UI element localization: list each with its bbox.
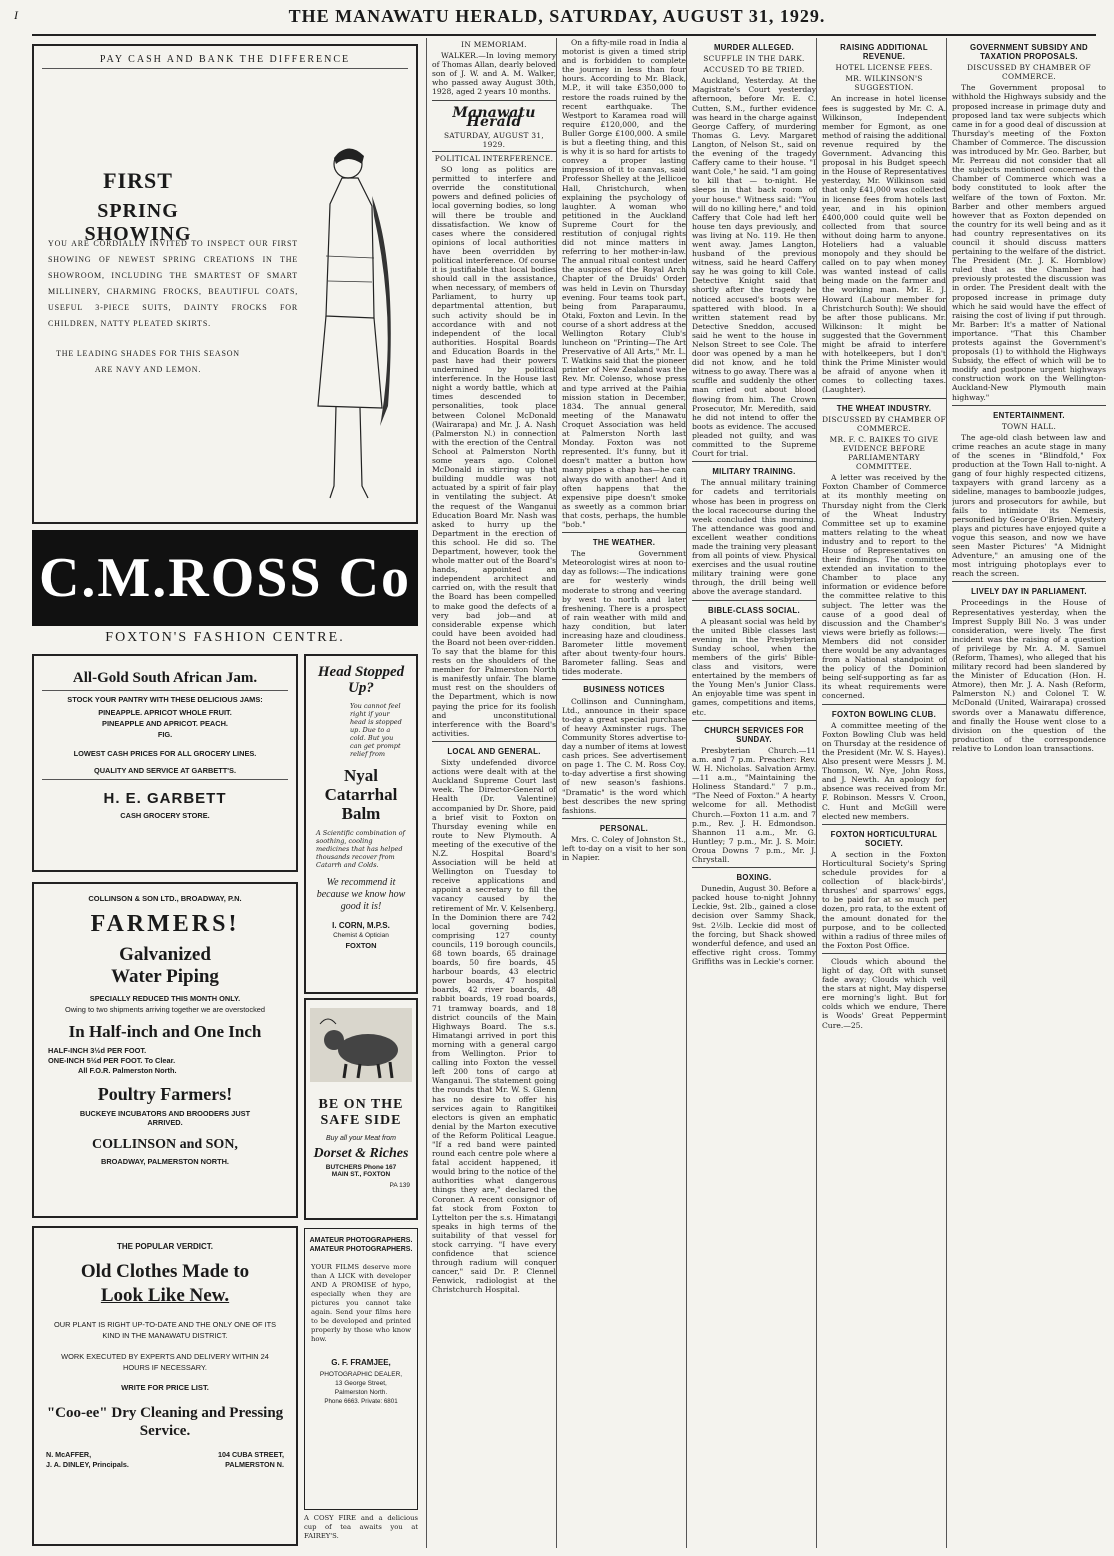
section-rule (822, 398, 946, 399)
column-rule (946, 38, 947, 1548)
photo-phone: Phone 6663. Private: 6801 (324, 1398, 398, 1405)
cooee-h1: Old Clothes Made to (80, 1261, 250, 1282)
parliament-heading: LIVELY DAY IN PARLIAMENT. (971, 587, 1087, 597)
column-5 (692, 38, 816, 1546)
farm-firm: COLLINSON and SON, (92, 1137, 238, 1152)
cooee-a1: 104 CUBA STREET, (217, 1450, 284, 1459)
column-rule (426, 38, 427, 1548)
personal-article: Mrs. C. Coley of Johnston St., left to-day on a visit to her son in Napier. (562, 834, 686, 863)
section-rule (822, 704, 946, 705)
farm-g2: Water Piping (111, 966, 219, 987)
memoriam-text: WALKER.—In loving memory of Thomas Allan, dearly beloved son of J. W. and A. M. Walker, who passed away August 30th, 1928, aged 2 years 10 months. (432, 51, 556, 97)
boxing-heading: BOXING. (736, 873, 772, 883)
jam-line5: LOWEST CASH PRICES FOR ALL GROCERY LINES. (73, 749, 257, 758)
nyal-name: I. CORN, M.P.S. (332, 921, 390, 930)
ross-logo-text: C.M.ROSS Co (38, 547, 412, 609)
ad-spring-body: YOU ARE CORDIALLY INVITED TO INSPECT OUR FIRST SHOWING OF NEWEST SPRING CREATIONS IN THE SHOWROOM, INCLUDING THE SMARTEST OF SMART MILLINERY, CHARMING FROCKS, BEAUTIFUL COATS, USEFUL 3-PIECE SUITS, DAINTY FROCKS FOR CHILDREN, NATTY PLEATED SKIRTS. (48, 239, 298, 328)
newspaper-flag: Manawatu Herald (452, 104, 536, 130)
column-4-paragraphs: On a fifty-mile road in India a motorist is given a timed strip and is forbidden to complete the journey in less than four hours. According to Mr. Black, M.P., it will take £350,000 to restore the roads ruined by the recent earthquake. The Westport to Karamea road will require £120,000, and the Buller Gorge £100,000. A smile is but a fleeting thing, and this is why it is so hard for artists to convey a proper lasting impression of it to canvas, said Professor Shelley at the Jellicoe Hall, Christchurch, when explaining the psychology of laughter. A woman who petitioned in the Auckland Supreme Court for the restitution of conjugal rights did not mince matters in referring to her mother-in-law. The annual ritual contest under the auspices of the Royal Arch Chapter of the Druids' Order was held in Levin on Thursday evening. Four teams took part, being from Paraparaumu, Otaki, Foxton and Levin. In the course of a short address at the Wellington Rotary Club's luncheon on "Printing—The Art Preservative of All Arts," Mr. L. T. Watkins said that the pioneer printer of New Zealand was the Rev. Mr. Colenso, whose press and type arrived at the Paihia mission station in December, 1834. The annual general meeting of the Manawatu Croquet Association was held at Palmerston North last Monday. Foxton was not represented. It's funny, but it doesn't matter a button how many pipes a chap has—he can always do with another! And it often happens that the expensive pipe doesn't smoke as sweetly as a common briar that costs, perhaps, the humble "bob." (562, 38, 686, 529)
nyal-rec: We recommend it because we know how good it is! (316, 877, 406, 912)
bible-class-article: A pleasant social was held by the united Bible classes last evening in the Presbyterian Sunday school, when the members of the girls' Bible-class and visitors, were entertained by the members of the Young Men's Junior Class. An enjoyable time was spent in games, competitions and items, etc. (692, 616, 816, 717)
jam-line2: PINEAPPLE. APRICOT WHOLE FRUIT. (98, 708, 232, 717)
photo-name: G. F. FRAMJEE, (331, 1358, 391, 1367)
farm-addr: BROADWAY, PALMERSTON NORTH. (101, 1157, 229, 1166)
ad-spring-title1: FIRST (103, 168, 173, 193)
photo-h2: AMATEUR PHOTOGRAPHERS. (309, 1246, 413, 1253)
revenue-heading: RAISING ADDITIONAL REVENUE. (840, 43, 928, 62)
murder-article: Auckland, Yesterday. At the Magistrate's Court yesterday afternoon, before Mr. E. C. Cutten, S.M., further evidence was heard in the charge against George Caffery, of murdering Thomas G. Levy. Margaret Langton, of Nelson St., said on the evening of the tragedy Caffery came to their house. "I want Cole," he said. "I am going to kill that — to-night. He sleeps in that back room of your house." Witness said: "You will do no killing here," and told Caffery that Cole had left her house ten days previously, and was living at No. 119. He then went away. James Langton, husband of the previous witness, said he heard Caffery say he was going to kill Cole. Detective Knight said that shortly after the tragedy he noticed accused's boots were spattered with blood. In a written statement read by Detective Sneddon, accused said he went to the house in Nelson Street to see Cole. The door was opened by a man he did not know, and he told witness to go away. There was a scuffle and suddenly the other man cried out about blood flowing from him. The Crown Prosecutor, Mr. Meredith, said he did not intend to offer the boots as evidence. The accused pleaded not guilty, and was committed to the Supreme Court for trial. (692, 76, 816, 459)
column-rule (816, 38, 817, 1548)
masthead-title: THE MANAWATU HERALD, SATURDAY, AUGUST 31, 1929. (288, 6, 826, 26)
nyal-p2: A Scientific combination of soothing, cooling medicines that has helped thousands recover from Catarrh and Colds. (316, 829, 405, 869)
dorset-l4: BUTCHERS Phone 167 (325, 1164, 397, 1171)
dorset-l3: Buy all your Meat from (325, 1135, 397, 1142)
ad-dorset-riches (304, 998, 418, 1220)
ad-framjee-photo (304, 1228, 418, 1510)
nyal-brand: Nyal Catarrhal Balm (324, 766, 398, 823)
ad-cooee-dry-cleaning (32, 1226, 298, 1546)
dorset-code: PA 139 (389, 1182, 410, 1189)
column-rule (556, 38, 557, 1548)
weather-heading: THE WEATHER. (592, 538, 656, 548)
jam-title: All-Gold South African Jam. (72, 670, 258, 686)
nyal-p1: You cannot feel right if your head is stopped up. Due to a cold. But you can get prompt relief from (350, 702, 402, 758)
jam-line6: QUALITY AND SERVICE AT GARBETT'S. (93, 766, 237, 775)
boxing-article: Dunedin, August 30. Before a packed house to-night Johnny Leckie, 9st. 2lb., gained a close decision over Sammy Shack, 9st. 2½lb. Leckie did most of the forcing, but Shack showed wonderful defence, and used an effective right cross. Tommy Griffiths was in Leckie's corner. (692, 884, 816, 966)
cooee-verdict: THE POPULAR VERDICT. (116, 1242, 213, 1251)
ad-nyal-balm (304, 654, 418, 994)
murder-heading: MURDER ALLEGED. (713, 43, 794, 52)
farm-l1: SPECIALLY REDUCED THIS MONTH ONLY. (89, 994, 241, 1003)
personal-heading: PERSONAL. (599, 823, 649, 833)
nyal-head: Head Stopped Up? (317, 664, 405, 696)
dorset-name: Dorset & Riches (313, 1146, 409, 1161)
photo-role: PHOTOGRAPHIC DEALER, (319, 1371, 403, 1378)
entertainment-article: The age-old clash between law and crime reaches an acute stage in many of the scenes in "Blindfold," Fox production at the Town Hall to-night. A gang of four highly respected citizens, taxpayers with grand larceny as a sideline, manages to bamboozle judges, jurors and prosecutors for awhile, but fails to intimidate its Nemesis, personified by George O'Brien. Mystery plays and pictures have enjoyed quite a vogue this season, and now we have seen Master Pictures' "A Midnight Adventure," an amusing one of the most intriguing photoplays ever to reach the screen. (952, 432, 1106, 579)
ross-logo-banner (32, 530, 418, 626)
bowling-article: A committee meeting of the Foxton Bowling Club was held on Thursday at the residence of the President (Mr. W. S. Hayes). Also present were Messrs J. M. Thomson, W. Nye, John Ross, and J. Newth. An apology for absence was received from Mr. F. Robinson. Messrs V. Croon, C. Hunt and McGill were elected new members. (822, 720, 946, 821)
photo-addr: 13 George Street, (335, 1380, 387, 1387)
wheat-article: A letter was received by the Foxton Chamber of Commerce at its monthly meeting on Thursday night from the Clerk of the Wheat Industry Committee set up to examine matters relating to the wheat industry and to report to the House of Representatives on their findings. The committee extended an invitation to the Chamber to place any information or evidence before the committee relative to this subject. The letter was the cause of a good deal of discussion and the Chamber's views were briefly as follows:— Members did not consider there would be any advantages from a National standpoint of the policy of the Dominion being self-supporting as far as its wheat requirements were concerned. (822, 473, 946, 701)
bowling-heading: FOXTON BOWLING CLUB. (831, 709, 937, 719)
cooee-name: "Coo-ee" Dry Cleaning and Pressing Service. (46, 1405, 284, 1439)
murder-sub2: ACCUSED TO BE TRIED. (703, 65, 805, 75)
jam-line1: STOCK YOUR PANTRY WITH THESE DELICIOUS JAMS: (67, 695, 263, 704)
parliament-article: Proceedings in the House of Representatives yesterday, when the Imprest Supply Bill No. 3 was under consideration, were lively. The first incident was the raising of a question of privilege by Mr. A. M. Samuel (Reform, Thames), who alleged that his military record had been slandered by the Minister of Education (Hon. H. Atmore), then Mr. J. A. Nash (Reform, Palmerston N.) and Colonel T. W. McDonald (United, Wairarapa) crossed swords over a Manawatu difference, and finally the House went close to a division on the question of the production of the correspondence relative to London loan transactions. (952, 598, 1106, 753)
ad-spring-top: PAY CASH AND BANK THE DIFFERENCE (99, 54, 351, 65)
farm-buck: BUCKEYE INCUBATORS AND BROODERS JUST ARRIVED. (79, 1109, 251, 1127)
column-3 (432, 38, 556, 1546)
gov-subsidy-article: The Government proposal to withhold the Highways subsidy and the proposed increase in primage duty and proposed land tax were subjects which came in for a good deal of discussion at Thursday's meeting of the Foxton Chamber of Commerce. The discussion was introduced by Mr. Geo. Barber, but Mr. Perreau did not consider that all the subjects mentioned concerned the Chamber of Commerce which was a body constituted to look after the welfare of the town of Foxton. Mr. Barber and other members argued however that as Foxton depended on the country for its well being and as it had country representatives on its council it should discuss matters pertaining to the welfare of the district. The President (Mr. J. K. Hornblow) ruled that as the Chamber had previously protested the discussion was in order. The President dealt with the proposed increase in primage duty which he said would have the effect of raising the cost of living if put through. Mr. Barber: It's a matter of National importance. "That this Chamber protests against the Government's proposals (1) to withhold the Highways Subsidy, the effect of which will be to modify and postpone urgent highways construction work on the Wellington-Auckland-New Plymouth main highway." (952, 83, 1106, 402)
wheat-heading: THE WHEAT INDUSTRY. (836, 403, 932, 413)
section-rule (822, 953, 946, 954)
memoriam-heading: IN MEMORIAM. (461, 40, 527, 49)
jam-name: H. E. GARBETT (103, 790, 227, 807)
gov-subsidy-heading: GOVERNMENT SUBSIDY AND TAXATION PROPOSALS. (970, 43, 1088, 62)
cooee-l3: WRITE FOR PRICE LIST. (121, 1383, 209, 1392)
political-article: SO long as politics are permitted to interfere and override the constitutional powers and defined policies of local governing bodies, so long will there be trouble and dissatisfaction. We know of cases where the considered opinions of local authorities have been overridden by political interference. Of course it is justifiable that local bodies should call in the assistance, when necessary, of members of Parliament, to hurry up departmental attention, but such activity should be in accordance with and not independent of the local authorities. Hospital Boards and Education Boards in the past have had their powers undermined by political interference. In the House last night a wordy battle, which at times descended to personalities, took place between Colonel McDonald (Wairarapa) and Mr. J. A. Nash (Palmerston N.) in connection with the erection of the Central School at Palmerston North some years ago. Colonel McDonald in stirring up that building muddle was not actuated by a spirit of fair play in ventilating the subject. At the request of the Wanganui Education Board Mr. Nash was asked to hurry up the Department in the erection of this school. He did so. The Department, however, took the whole matter out of the Board's hands, appointed an independent architect and carried on, with the result that the Board has been compelled to make good the defects of a very bad job—and at considerable expense which could have been avoided had the Board not been over-ridden. To say that the blame for this rests on the shoulders of the member for Palmerston North is manifestly unfair. The blame must rest on the shoulders of the Department, which is now paying the price for its foolish and unconstitutional interference with the Board's activities. (432, 165, 556, 738)
column-rule (686, 38, 687, 1548)
jam-line4: FIG. (157, 730, 173, 739)
cooee-l2: WORK EXECUTED BY EXPERTS AND DELIVERY WITHIN 24 HOURS IF NECESSARY. (61, 1352, 269, 1372)
military-article: The annual military training for cadets and territorials whose has been in progress on the local racecourse during the week concluded this morning. The attendance was good and excellent weather conditions made the training very pleasant from all points of view. Physical exercises and the usual routine military training were gone through, the drill being well above the average standard. (692, 478, 816, 597)
photo-h1: AMATEUR PHOTOGRAPHERS. (309, 1237, 413, 1244)
revenue-article: An increase in hotel license fees is suggested by Mr. C. A. Wilkinson, Independent member for Egmont, as one method of raising the additional revenue required by the Government. Advancing this proposal in his Budget speech in the House of Representatives yesterday, Mr. Wilkinson said that only £41,000 was collected in license fees from hotels last year, and in his opinion £400,000 could quite well be collected from that source without doing harm to anyone. Hoteliers had a valuable monopoly and they should be called on to pay when money was wanted instead of calls being made on the farmer and the working man. Mr. E. J. Howard (Labour member for Christchurch South): We should be after those publicans. Mr. Wilkinson: It might be suggested that the Government might be afraid to interfere with hotelkeepers, but I don't think the Prime Minister would be afraid of anyone when it comes to collecting taxes. (Laughter). (822, 94, 946, 395)
ross-tagline: FOXTON'S FASHION CENTRE. (105, 630, 345, 645)
revenue-sub2: MR. WILKINSON'S SUGGESTION. (845, 74, 923, 93)
column-4 (562, 38, 686, 1546)
local-general-article: Sixty undefended divorce actions were dealt with at the Auckland Supreme Court last week. The Director-General of Health (Dr. Valentine) accompanied by Dr. Shore, paid a brief visit to Foxton on Thursday evening while en route to New Plymouth. A meeting of the executive of the N.Z. Hospital Board's Association will be held at Wellington on Tuesday to receive applications and appoint a secretary to fill the vacancy caused by the retirement of Mr. V. Kelsenberg. In the Dominion there are 742 local governing bodies, comprising 127 county councils, 119 borough councils, 68 town boards, 65 drainage boards, 50 fire boards, 45 harbour boards, 43 electric power boards, 47 hospital boards, 42 river boards, 48 rabbit boards, 19 road boards, 71 tramway boards, and 18 district councils of the Main Highways Board. The s.s. Himatangi arrived in port this morning with a general cargo from Wellington. Prior to calling into Foxton the vessel left 200 tons of cargo at Wanganui. The statement going the rounds that Mr. W. S. Glenn has no desire to offer his services again to Rangitikei electors is given an emphatic denial by the Marton executive of the Reform Political League. "If a red band were painted round each centre pole where a fatal accident happened, it would bring to the notice of the authorities what dangerous things they are," declared the Coroner. A recent consignor of fat stock from Foxton to Lyttelton per the s.s. Himatangi speaks in high terms of the suitability of that vessel for stock carrying. "I have every confidence that science through radium will conquer cancer," said Dr. P. Clennel Fenwick, radiologist at the Christchurch Hospital. (432, 758, 556, 1295)
edition-date: SATURDAY, AUGUST 31, 1929. (443, 130, 545, 149)
fairey-notice: A COSY FIRE and a delicious cup of tea awaits you at FAIREY'S. (304, 1514, 418, 1540)
cooee-h2: Look Like New. (100, 1285, 230, 1306)
business-notices-heading: BUSINESS NOTICES (583, 685, 665, 695)
business-notices-article: Collinson and Cunningham, Ltd., announce in their space to-day a great special purchase of heavy Axminster rugs. The Community Stores advertise to-day a number of items at lowest cash prices. See advertisement on page 1. The C. M. Ross Coy. to-day advertise a first showing of new season's fashions. "Dramatic" is the word which best describes the new spring fashions. (562, 696, 686, 815)
page-number: I (14, 8, 19, 22)
farm-p1: HALF-INCH 3½d PER FOOT. (48, 1046, 147, 1055)
section-rule (822, 824, 946, 825)
wheat-sub1: DISCUSSED BY CHAMBER OF COMMERCE. (822, 414, 946, 433)
fashion-figure-illustration (302, 106, 412, 516)
cattle-illustration (306, 1004, 416, 1086)
ad-collinson-farmers (32, 882, 298, 1218)
cooee-l1: OUR PLANT IS RIGHT UP-TO-DATE AND THE ONLY ONE OF ITS KIND IN THE MANAWATU DISTRICT. (53, 1320, 277, 1340)
horticultural-heading: FOXTON HORTICULTURAL SOCIETY. (830, 829, 938, 848)
farm-g1: Galvanized (119, 944, 211, 965)
peppermint-verse: Clouds which abound the light of day, Oft with sunset fade away; Clouds which veil the stars at night, May disperse ere morning's light. But for colds which we endure, There is Woods' Great Peppermint Cure.—25. (822, 956, 946, 1030)
military-heading: MILITARY TRAINING. (712, 467, 796, 477)
gov-subsidy-sub: DISCUSSED BY CHAMBER OF COMMERCE. (967, 63, 1091, 82)
farm-title: FARMERS! (90, 911, 240, 937)
dorset-l2: SAFE SIDE (320, 1113, 402, 1128)
cooee-a2: PALMERSTON N. (225, 1460, 284, 1469)
cooee-p2: J. A. DINLEY, Principals. (46, 1460, 129, 1469)
murder-sub1: SCUFFLE IN THE DARK. (703, 54, 805, 64)
photo-body: YOUR FILMS deserve more than A LICK with developer AND A PROMISE of hypo, especially when they are pictures you cannot take again. Send your films here to be developed and printed properly by those who know how. (311, 1263, 411, 1343)
column-7 (952, 38, 1106, 1546)
church-heading: CHURCH SERVICES FOR SUNDAY. (704, 725, 804, 744)
farm-top: COLLINSON & SON LTD., BROADWAY, P.N. (88, 894, 242, 903)
political-heading: POLITICAL INTERFERENCE. (434, 153, 554, 163)
revenue-sub1: HOTEL LICENSE FEES. (835, 63, 933, 73)
farm-poultry: Poultry Farmers! (97, 1084, 233, 1104)
photo-town: Palmerston North. (334, 1389, 388, 1396)
farm-p3: All F.O.R. Palmerston North. (78, 1066, 177, 1075)
jam-line3: PINEAPPLE AND APRICOT. PEACH. (102, 719, 228, 728)
weather-article: The Government Meteorologist wires at noon to-day as follows:—The indications are for westerly winds moderate to strong and veering by west to north and later freshening. There is a prospect of rain weather with mild and hazy condition, but later increasing haze and cloudiness. Barometer little movement after about twenty-four hours. Barometer falling. Seas and tides moderate. (562, 549, 686, 677)
nyal-role: Chemist & Optician (333, 932, 389, 939)
nyal-town: FOXTON (345, 941, 377, 950)
local-general-heading: LOCAL AND GENERAL. (447, 746, 541, 756)
horticultural-article: A section in the Foxton Horticultural Society's Spring schedule provides for a collection of black-birds', thrushes' and sparrows' eggs, to be paid for at so much per dozen, pro rata, to the extent of the amount donated for the purpose, and to be collected within a radius of three miles of the Foxton Post Office. (822, 849, 946, 950)
entertainment-heading: ENTERTAINMENT. (993, 410, 1065, 420)
dorset-l1: BE ON THE (318, 1097, 404, 1112)
dorset-l5: MAIN ST., FOXTON (331, 1171, 391, 1178)
masthead (0, 6, 1114, 34)
farm-l2: Owing to two shipments arriving together we are overstocked (64, 1005, 266, 1014)
wheat-sub2: MR. F. C. BAIKES TO GIVE EVIDENCE BEFORE PARLIAMENTARY COMMITTEE. (829, 434, 939, 472)
cooee-p1: N. McAFFER, (46, 1450, 92, 1459)
masthead-rule (32, 34, 1096, 36)
ad-spring-title2: SPRING SHOWING (84, 200, 192, 245)
entertainment-sub: TOWN HALL. (1001, 421, 1057, 431)
farm-p2: ONE-INCH 5½d PER FOOT. To Clear. (48, 1056, 176, 1065)
church-article: Presbyterian Church.—11 a.m. and 7 p.m. Preacher: Rev. W. H. Nicholas. Salvation Army.—11 a.m., "Maintaining the Holiness Standard." 7 p.m., "The Need of Foxton." A hearty welcome for all. Methodist Church.—Foxton 11 a.m. and 7 p.m., Rev. J. H. Edmondson. Shannon 11 a.m., Mr. G. Huntley; 7 p.m., Mr. J. S. Moir. Oroua Downs 7 p.m., Mr. J. Chrystall. (692, 745, 816, 864)
farm-inch: In Half-inch and One Inch (68, 1022, 262, 1041)
ad-spring-showing (32, 44, 418, 524)
bible-class-heading: BIBLE-CLASS SOCIAL. (708, 605, 800, 615)
ad-garbett-jam (32, 654, 298, 872)
column-6 (822, 38, 946, 1546)
ad-spring-shades: THE LEADING SHADES FOR THIS SEASON ARE NAVY AND LEMON. (56, 349, 240, 374)
jam-sub: CASH GROCERY STORE. (120, 811, 210, 820)
